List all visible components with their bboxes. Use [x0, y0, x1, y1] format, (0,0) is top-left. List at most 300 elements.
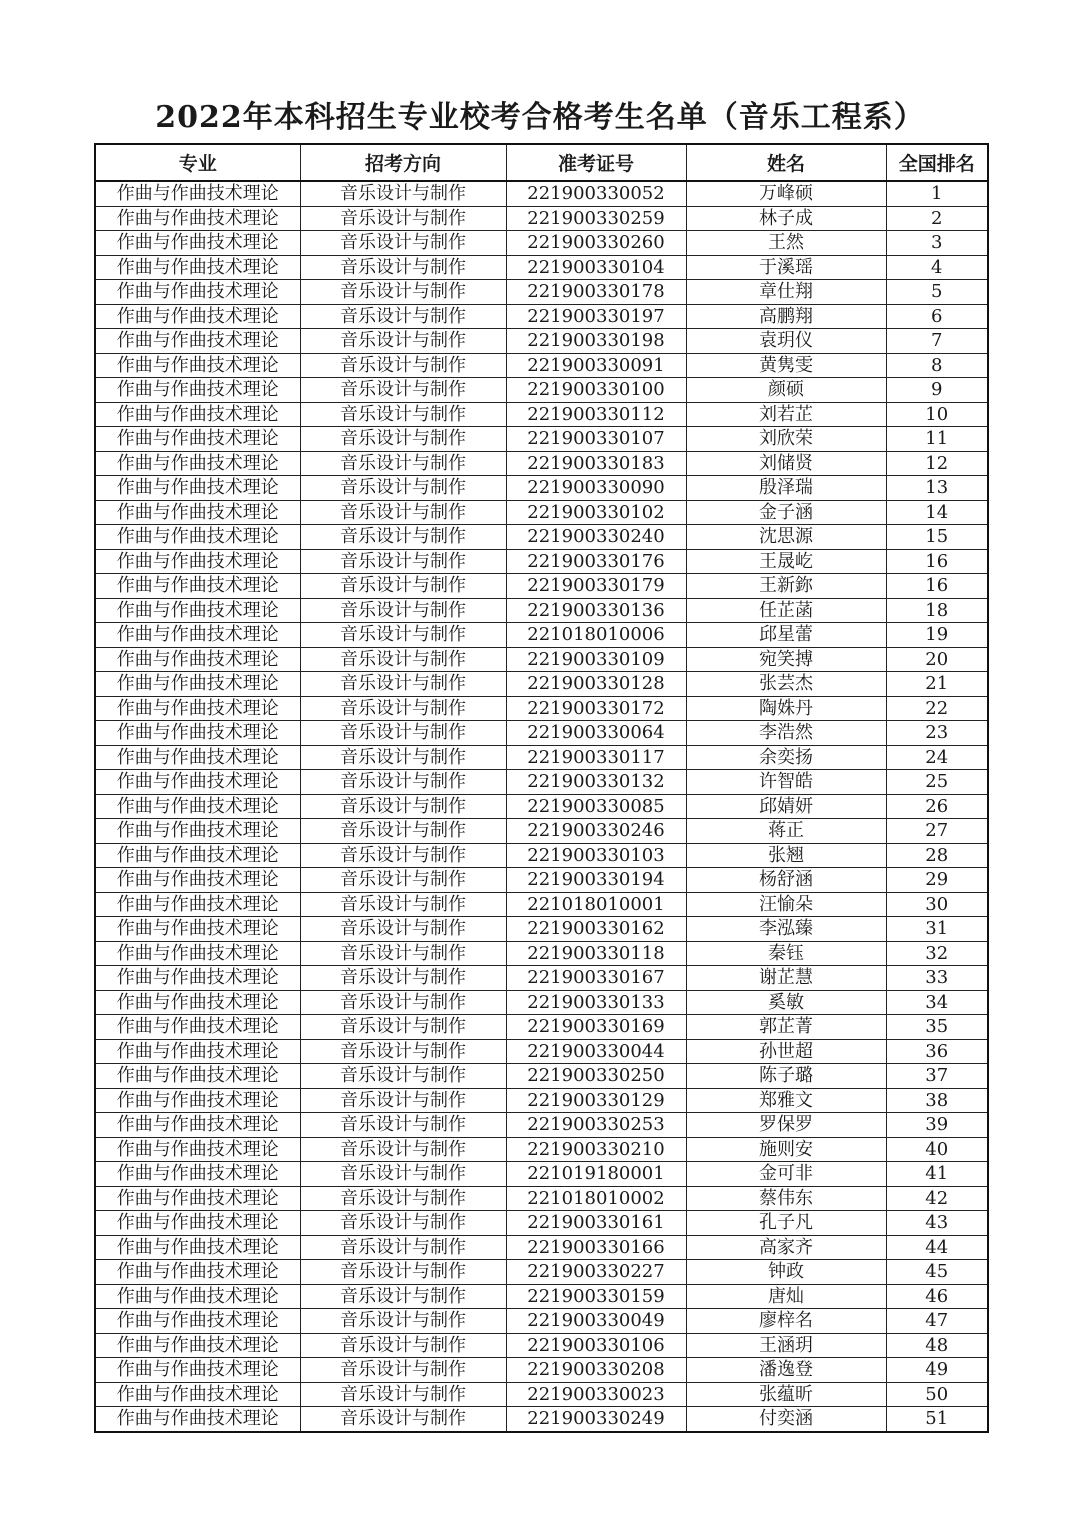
- candidate-table: [94, 143, 989, 1433]
- cell-name: 刘欣荣: [686, 427, 886, 452]
- cell-rank: 16: [886, 574, 988, 599]
- cell-rank: 48: [886, 1333, 988, 1358]
- cell-rank: 27: [886, 819, 988, 844]
- table-row: [95, 794, 988, 819]
- cell-name: 宛笑搏: [686, 647, 886, 672]
- table-body: [95, 181, 988, 1432]
- table-row: [95, 231, 988, 256]
- cell-rank: 51: [886, 1407, 988, 1432]
- cell-exam-number: 221900330179: [506, 574, 686, 599]
- cell-direction: 音乐设计与制作: [300, 255, 506, 280]
- table-row: [95, 917, 988, 942]
- cell-direction: 音乐设计与制作: [300, 770, 506, 795]
- cell-major: 作曲与作曲技术理论: [95, 672, 300, 697]
- cell-direction: 音乐设计与制作: [300, 1358, 506, 1383]
- cell-name: 李浩然: [686, 721, 886, 746]
- cell-name: 王然: [686, 231, 886, 256]
- table-row: [95, 280, 988, 305]
- cell-rank: 40: [886, 1137, 988, 1162]
- cell-direction: 音乐设计与制作: [300, 1333, 506, 1358]
- cell-direction: 音乐设计与制作: [300, 696, 506, 721]
- cell-major: 作曲与作曲技术理论: [95, 745, 300, 770]
- header-name: 姓名: [686, 144, 886, 181]
- table-row: [95, 696, 988, 721]
- cell-rank: 2: [886, 206, 988, 231]
- cell-name: 章仕翔: [686, 280, 886, 305]
- cell-major: 作曲与作曲技术理论: [95, 1015, 300, 1040]
- cell-name: 张翘: [686, 843, 886, 868]
- cell-name: 孔子凡: [686, 1211, 886, 1236]
- cell-exam-number: 221900330161: [506, 1211, 686, 1236]
- cell-direction: 音乐设计与制作: [300, 1284, 506, 1309]
- cell-direction: 音乐设计与制作: [300, 1039, 506, 1064]
- cell-direction: 音乐设计与制作: [300, 353, 506, 378]
- cell-exam-number: 221900330176: [506, 549, 686, 574]
- cell-direction: 音乐设计与制作: [300, 868, 506, 893]
- table-row: [95, 1260, 988, 1285]
- cell-major: 作曲与作曲技术理论: [95, 917, 300, 942]
- cell-major: 作曲与作曲技术理论: [95, 1137, 300, 1162]
- cell-major: 作曲与作曲技术理论: [95, 598, 300, 623]
- table-row: [95, 1235, 988, 1260]
- cell-name: 谢芷慧: [686, 966, 886, 991]
- cell-major: 作曲与作曲技术理论: [95, 843, 300, 868]
- cell-name: 奚敏: [686, 990, 886, 1015]
- table-row: [95, 1113, 988, 1138]
- cell-exam-number: 221018010006: [506, 623, 686, 648]
- cell-exam-number: 221900330178: [506, 280, 686, 305]
- table-row: [95, 1407, 988, 1432]
- cell-major: 作曲与作曲技术理论: [95, 892, 300, 917]
- cell-exam-number: 221900330100: [506, 378, 686, 403]
- cell-exam-number: 221900330253: [506, 1113, 686, 1138]
- cell-major: 作曲与作曲技术理论: [95, 868, 300, 893]
- cell-major: 作曲与作曲技术理论: [95, 206, 300, 231]
- cell-rank: 13: [886, 476, 988, 501]
- cell-major: 作曲与作曲技术理论: [95, 1162, 300, 1187]
- cell-major: 作曲与作曲技术理论: [95, 941, 300, 966]
- cell-direction: 音乐设计与制作: [300, 304, 506, 329]
- header-rank: 全国排名: [886, 144, 988, 181]
- cell-direction: 音乐设计与制作: [300, 402, 506, 427]
- cell-exam-number: 221900330052: [506, 181, 686, 206]
- cell-exam-number: 221900330210: [506, 1137, 686, 1162]
- table-row: [95, 329, 988, 354]
- cell-exam-number: 221900330183: [506, 451, 686, 476]
- cell-exam-number: 221900330104: [506, 255, 686, 280]
- cell-major: 作曲与作曲技术理论: [95, 181, 300, 206]
- cell-exam-number: 221900330085: [506, 794, 686, 819]
- cell-exam-number: 221900330107: [506, 427, 686, 452]
- cell-name: 任芷菡: [686, 598, 886, 623]
- cell-name: 潘逸登: [686, 1358, 886, 1383]
- cell-rank: 22: [886, 696, 988, 721]
- cell-major: 作曲与作曲技术理论: [95, 1260, 300, 1285]
- cell-name: 高鹏翔: [686, 304, 886, 329]
- cell-major: 作曲与作曲技术理论: [95, 378, 300, 403]
- cell-exam-number: 221900330240: [506, 525, 686, 550]
- cell-major: 作曲与作曲技术理论: [95, 1333, 300, 1358]
- table-row: [95, 181, 988, 206]
- cell-direction: 音乐设计与制作: [300, 231, 506, 256]
- cell-direction: 音乐设计与制作: [300, 941, 506, 966]
- cell-direction: 音乐设计与制作: [300, 329, 506, 354]
- table-row: [95, 1064, 988, 1089]
- cell-exam-number: 221900330159: [506, 1284, 686, 1309]
- cell-major: 作曲与作曲技术理论: [95, 623, 300, 648]
- cell-name: 高家齐: [686, 1235, 886, 1260]
- cell-rank: 36: [886, 1039, 988, 1064]
- cell-exam-number: 221018010002: [506, 1186, 686, 1211]
- cell-direction: 音乐设计与制作: [300, 1211, 506, 1236]
- cell-rank: 16: [886, 549, 988, 574]
- cell-exam-number: 221018010001: [506, 892, 686, 917]
- table-row: [95, 745, 988, 770]
- table-row: [95, 304, 988, 329]
- table-row: [95, 353, 988, 378]
- cell-rank: 49: [886, 1358, 988, 1383]
- cell-rank: 6: [886, 304, 988, 329]
- cell-direction: 音乐设计与制作: [300, 574, 506, 599]
- cell-major: 作曲与作曲技术理论: [95, 451, 300, 476]
- cell-exam-number: 221900330117: [506, 745, 686, 770]
- cell-direction: 音乐设计与制作: [300, 1382, 506, 1407]
- cell-exam-number: 221900330227: [506, 1260, 686, 1285]
- cell-exam-number: 221900330128: [506, 672, 686, 697]
- cell-name: 余奕扬: [686, 745, 886, 770]
- cell-rank: 25: [886, 770, 988, 795]
- table-row: [95, 623, 988, 648]
- table-row: [95, 892, 988, 917]
- cell-rank: 42: [886, 1186, 988, 1211]
- cell-rank: 34: [886, 990, 988, 1015]
- cell-direction: 音乐设计与制作: [300, 1113, 506, 1138]
- cell-direction: 音乐设计与制作: [300, 966, 506, 991]
- cell-major: 作曲与作曲技术理论: [95, 304, 300, 329]
- cell-rank: 39: [886, 1113, 988, 1138]
- cell-direction: 音乐设计与制作: [300, 892, 506, 917]
- cell-name: 施则安: [686, 1137, 886, 1162]
- cell-direction: 音乐设计与制作: [300, 525, 506, 550]
- cell-rank: 14: [886, 500, 988, 525]
- cell-major: 作曲与作曲技术理论: [95, 966, 300, 991]
- cell-exam-number: 221900330162: [506, 917, 686, 942]
- cell-exam-number: 221900330250: [506, 1064, 686, 1089]
- table-row: [95, 427, 988, 452]
- table-row: [95, 1088, 988, 1113]
- cell-major: 作曲与作曲技术理论: [95, 1064, 300, 1089]
- table-row: [95, 1333, 988, 1358]
- cell-rank: 30: [886, 892, 988, 917]
- table-row: [95, 1309, 988, 1334]
- cell-rank: 4: [886, 255, 988, 280]
- table-row: [95, 1137, 988, 1162]
- cell-name: 陶姝丹: [686, 696, 886, 721]
- cell-name: 王新鉨: [686, 574, 886, 599]
- cell-rank: 10: [886, 402, 988, 427]
- cell-name: 张芸杰: [686, 672, 886, 697]
- cell-rank: 21: [886, 672, 988, 697]
- cell-rank: 26: [886, 794, 988, 819]
- cell-exam-number: 221900330194: [506, 868, 686, 893]
- cell-major: 作曲与作曲技术理论: [95, 280, 300, 305]
- cell-major: 作曲与作曲技术理论: [95, 1186, 300, 1211]
- cell-major: 作曲与作曲技术理论: [95, 1407, 300, 1432]
- cell-name: 李泓臻: [686, 917, 886, 942]
- cell-rank: 18: [886, 598, 988, 623]
- cell-name: 罗保罗: [686, 1113, 886, 1138]
- cell-major: 作曲与作曲技术理论: [95, 1113, 300, 1138]
- cell-name: 袁玥仪: [686, 329, 886, 354]
- cell-exam-number: 221900330091: [506, 353, 686, 378]
- cell-direction: 音乐设计与制作: [300, 549, 506, 574]
- cell-major: 作曲与作曲技术理论: [95, 525, 300, 550]
- cell-name: 殷泽瑞: [686, 476, 886, 501]
- cell-rank: 46: [886, 1284, 988, 1309]
- table-row: [95, 672, 988, 697]
- table-row: [95, 1284, 988, 1309]
- table-row: [95, 402, 988, 427]
- cell-name: 刘若芷: [686, 402, 886, 427]
- cell-name: 王晟屹: [686, 549, 886, 574]
- cell-major: 作曲与作曲技术理论: [95, 402, 300, 427]
- table-row: [95, 966, 988, 991]
- cell-rank: 29: [886, 868, 988, 893]
- table-row: [95, 451, 988, 476]
- cell-rank: 7: [886, 329, 988, 354]
- cell-rank: 32: [886, 941, 988, 966]
- cell-direction: 音乐设计与制作: [300, 427, 506, 452]
- cell-direction: 音乐设计与制作: [300, 917, 506, 942]
- cell-major: 作曲与作曲技术理论: [95, 329, 300, 354]
- cell-major: 作曲与作曲技术理论: [95, 500, 300, 525]
- cell-direction: 音乐设计与制作: [300, 990, 506, 1015]
- cell-name: 蒋正: [686, 819, 886, 844]
- cell-name: 秦钰: [686, 941, 886, 966]
- cell-exam-number: 221900330169: [506, 1015, 686, 1040]
- cell-direction: 音乐设计与制作: [300, 451, 506, 476]
- table-row: [95, 721, 988, 746]
- cell-direction: 音乐设计与制作: [300, 1235, 506, 1260]
- cell-name: 林子成: [686, 206, 886, 231]
- cell-name: 唐灿: [686, 1284, 886, 1309]
- cell-exam-number: 221900330106: [506, 1333, 686, 1358]
- cell-exam-number: 221900330260: [506, 231, 686, 256]
- header-major: 专业: [95, 144, 300, 181]
- table-row: [95, 1382, 988, 1407]
- cell-major: 作曲与作曲技术理论: [95, 1284, 300, 1309]
- cell-rank: 47: [886, 1309, 988, 1334]
- cell-exam-number: 221900330208: [506, 1358, 686, 1383]
- cell-major: 作曲与作曲技术理论: [95, 476, 300, 501]
- cell-exam-number: 221900330132: [506, 770, 686, 795]
- cell-name: 邱星蕾: [686, 623, 886, 648]
- cell-direction: 音乐设计与制作: [300, 378, 506, 403]
- cell-name: 邱婧妍: [686, 794, 886, 819]
- cell-direction: 音乐设计与制作: [300, 1186, 506, 1211]
- cell-rank: 3: [886, 231, 988, 256]
- cell-direction: 音乐设计与制作: [300, 280, 506, 305]
- cell-rank: 1: [886, 181, 988, 206]
- table-row: [95, 819, 988, 844]
- cell-name: 王涵玥: [686, 1333, 886, 1358]
- table-row: [95, 598, 988, 623]
- table-row: [95, 1039, 988, 1064]
- cell-major: 作曲与作曲技术理论: [95, 647, 300, 672]
- cell-direction: 音乐设计与制作: [300, 843, 506, 868]
- cell-name: 沈思源: [686, 525, 886, 550]
- cell-direction: 音乐设计与制作: [300, 1309, 506, 1334]
- cell-rank: 50: [886, 1382, 988, 1407]
- cell-exam-number: 221900330172: [506, 696, 686, 721]
- document-title: 2022年本科招生专业校考合格考生名单（音乐工程系）: [155, 100, 925, 135]
- cell-rank: 38: [886, 1088, 988, 1113]
- cell-major: 作曲与作曲技术理论: [95, 696, 300, 721]
- cell-major: 作曲与作曲技术理论: [95, 1235, 300, 1260]
- cell-direction: 音乐设计与制作: [300, 598, 506, 623]
- table-row: [95, 500, 988, 525]
- cell-major: 作曲与作曲技术理论: [95, 574, 300, 599]
- cell-rank: 44: [886, 1235, 988, 1260]
- cell-major: 作曲与作曲技术理论: [95, 427, 300, 452]
- cell-direction: 音乐设计与制作: [300, 1260, 506, 1285]
- cell-direction: 音乐设计与制作: [300, 721, 506, 746]
- cell-major: 作曲与作曲技术理论: [95, 1309, 300, 1334]
- table-row: [95, 549, 988, 574]
- cell-name: 颜硕: [686, 378, 886, 403]
- cell-name: 汪愉朵: [686, 892, 886, 917]
- cell-major: 作曲与作曲技术理论: [95, 1039, 300, 1064]
- cell-name: 钟政: [686, 1260, 886, 1285]
- cell-direction: 音乐设计与制作: [300, 745, 506, 770]
- cell-name: 金子涵: [686, 500, 886, 525]
- cell-exam-number: 221900330064: [506, 721, 686, 746]
- cell-rank: 9: [886, 378, 988, 403]
- cell-name: 黄隽雯: [686, 353, 886, 378]
- cell-exam-number: 221900330166: [506, 1235, 686, 1260]
- cell-name: 刘储贤: [686, 451, 886, 476]
- cell-major: 作曲与作曲技术理论: [95, 1358, 300, 1383]
- table-row: [95, 647, 988, 672]
- cell-major: 作曲与作曲技术理论: [95, 794, 300, 819]
- cell-direction: 音乐设计与制作: [300, 1162, 506, 1187]
- cell-direction: 音乐设计与制作: [300, 647, 506, 672]
- cell-name: 孙世超: [686, 1039, 886, 1064]
- table-row: [95, 574, 988, 599]
- cell-direction: 音乐设计与制作: [300, 819, 506, 844]
- cell-major: 作曲与作曲技术理论: [95, 255, 300, 280]
- table-row: [95, 378, 988, 403]
- cell-direction: 音乐设计与制作: [300, 1064, 506, 1089]
- cell-major: 作曲与作曲技术理论: [95, 1211, 300, 1236]
- cell-rank: 8: [886, 353, 988, 378]
- cell-direction: 音乐设计与制作: [300, 672, 506, 697]
- table-row: [95, 525, 988, 550]
- cell-exam-number: 221900330112: [506, 402, 686, 427]
- cell-direction: 音乐设计与制作: [300, 1015, 506, 1040]
- table-row: [95, 1358, 988, 1383]
- cell-major: 作曲与作曲技术理论: [95, 770, 300, 795]
- cell-major: 作曲与作曲技术理论: [95, 721, 300, 746]
- cell-exam-number: 221900330049: [506, 1309, 686, 1334]
- cell-exam-number: 221900330133: [506, 990, 686, 1015]
- table-row: [95, 476, 988, 501]
- table-row: [95, 770, 988, 795]
- cell-exam-number: 221900330198: [506, 329, 686, 354]
- cell-direction: 音乐设计与制作: [300, 1407, 506, 1432]
- cell-exam-number: 221900330118: [506, 941, 686, 966]
- cell-name: 许智皓: [686, 770, 886, 795]
- cell-direction: 音乐设计与制作: [300, 181, 506, 206]
- cell-name: 廖梓名: [686, 1309, 886, 1334]
- cell-exam-number: 221900330023: [506, 1382, 686, 1407]
- table-row: [95, 941, 988, 966]
- cell-name: 付奕涵: [686, 1407, 886, 1432]
- cell-direction: 音乐设计与制作: [300, 1088, 506, 1113]
- cell-major: 作曲与作曲技术理论: [95, 819, 300, 844]
- cell-direction: 音乐设计与制作: [300, 1137, 506, 1162]
- cell-exam-number: 221900330136: [506, 598, 686, 623]
- cell-rank: 19: [886, 623, 988, 648]
- table-row: [95, 868, 988, 893]
- cell-rank: 41: [886, 1162, 988, 1187]
- cell-direction: 音乐设计与制作: [300, 476, 506, 501]
- cell-rank: 23: [886, 721, 988, 746]
- table-row: [95, 1211, 988, 1236]
- cell-rank: 11: [886, 427, 988, 452]
- cell-name: 陈子璐: [686, 1064, 886, 1089]
- cell-major: 作曲与作曲技术理论: [95, 549, 300, 574]
- table-row: [95, 255, 988, 280]
- cell-rank: 43: [886, 1211, 988, 1236]
- cell-rank: 33: [886, 966, 988, 991]
- cell-rank: 15: [886, 525, 988, 550]
- cell-exam-number: 221900330103: [506, 843, 686, 868]
- cell-major: 作曲与作曲技术理论: [95, 353, 300, 378]
- cell-major: 作曲与作曲技术理论: [95, 1382, 300, 1407]
- cell-rank: 20: [886, 647, 988, 672]
- cell-rank: 28: [886, 843, 988, 868]
- cell-major: 作曲与作曲技术理论: [95, 1088, 300, 1113]
- cell-rank: 45: [886, 1260, 988, 1285]
- cell-exam-number: 221900330129: [506, 1088, 686, 1113]
- cell-direction: 音乐设计与制作: [300, 623, 506, 648]
- table-row: [95, 990, 988, 1015]
- cell-exam-number: 221900330102: [506, 500, 686, 525]
- cell-rank: 5: [886, 280, 988, 305]
- cell-name: 万峰硕: [686, 181, 886, 206]
- cell-exam-number: 221900330259: [506, 206, 686, 231]
- cell-exam-number: 221900330246: [506, 819, 686, 844]
- cell-rank: 37: [886, 1064, 988, 1089]
- cell-name: 张蕴昕: [686, 1382, 886, 1407]
- table-row: [95, 1162, 988, 1187]
- cell-major: 作曲与作曲技术理论: [95, 990, 300, 1015]
- cell-exam-number: 221900330249: [506, 1407, 686, 1432]
- cell-name: 金可非: [686, 1162, 886, 1187]
- cell-name: 杨舒涵: [686, 868, 886, 893]
- cell-direction: 音乐设计与制作: [300, 794, 506, 819]
- cell-direction: 音乐设计与制作: [300, 500, 506, 525]
- cell-major: 作曲与作曲技术理论: [95, 231, 300, 256]
- cell-exam-number: 221900330167: [506, 966, 686, 991]
- cell-name: 郭芷菁: [686, 1015, 886, 1040]
- cell-rank: 12: [886, 451, 988, 476]
- cell-exam-number: 221019180001: [506, 1162, 686, 1187]
- cell-rank: 31: [886, 917, 988, 942]
- cell-name: 郑雅文: [686, 1088, 886, 1113]
- table-header: [95, 144, 988, 181]
